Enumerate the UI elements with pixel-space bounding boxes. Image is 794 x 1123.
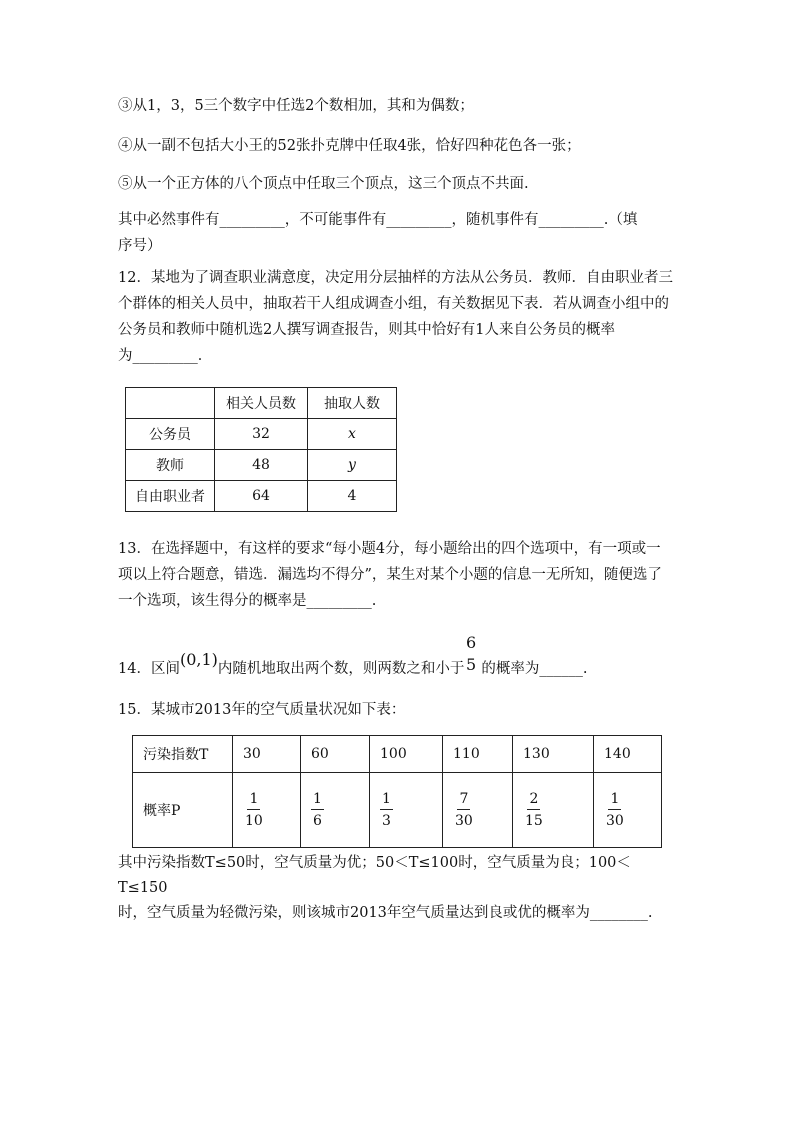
q12-line-4: 为_________．: [118, 348, 213, 364]
fraction-numerator: 1: [311, 789, 324, 810]
fraction: [453, 789, 475, 832]
q14-prefix: 14．区间: [118, 661, 180, 677]
fraction-numerator: 1: [380, 789, 393, 810]
table-header-cell: [126, 388, 215, 419]
q14-middle: 内随机地取出两个数，则两数之和小于: [217, 661, 465, 677]
fraction-numerator: 1: [608, 789, 621, 810]
table-cell: 自由职业者: [126, 481, 215, 512]
table-header-row: [126, 388, 397, 419]
table-cell: 64: [215, 481, 308, 512]
fraction-denominator: 15: [525, 812, 543, 829]
fraction-denominator: 5: [466, 655, 477, 674]
item-4: ④从一副不包括大小王的52张扑克牌中任取4张，恰好四种花色各一张；: [118, 138, 581, 154]
table-cell: [370, 773, 443, 848]
table-cell: y: [308, 450, 397, 481]
table-cell: [513, 773, 594, 848]
fraction: [604, 789, 626, 832]
q15-intro: 15．某城市2013年的空气质量状况如下表：: [118, 702, 406, 718]
q12-line-2: 个群体的相关人员中，抽取若干人组成调查小组，有关数据见下表．若从调查小组中的: [118, 296, 669, 312]
table-header-cell: 相关人员数: [215, 388, 308, 419]
table-cell: 4: [308, 481, 397, 512]
q15-after-line-2: 时，空气质量为轻微污染，则该城市2013年空气质量达到良或优的概率为________.: [118, 905, 653, 921]
q13-line-1: 13．在选择题中，有这样的要求“每小题4分，每小题给出的四个选项中，有一项或一: [118, 541, 661, 557]
table-row: [126, 481, 397, 512]
table-row: [133, 773, 662, 848]
fraction-numerator: 1: [247, 789, 260, 810]
fraction-denominator: 30: [606, 812, 624, 829]
table-cell: 污染指数T: [133, 736, 233, 773]
table-cell: 100: [370, 736, 443, 773]
fraction-denominator: 3: [382, 812, 391, 829]
table-cell: 110: [443, 736, 513, 773]
table-cell: 48: [215, 450, 308, 481]
table-row: [126, 450, 397, 481]
question-13: [118, 536, 680, 614]
q14-interval: (0,1): [179, 650, 218, 669]
q15-after: [118, 851, 680, 926]
table-row: [133, 736, 662, 773]
q15-table: [132, 735, 662, 848]
fraction-denominator: 30: [455, 812, 473, 829]
q13-line-2: 项以上符合题意，错选．漏选均不得分”，某生对某个小题的信息一无所知，随便选了: [118, 567, 662, 583]
table-cell: [594, 773, 662, 848]
table-cell: 140: [594, 736, 662, 773]
question-12: [118, 265, 680, 369]
table-cell: 教师: [126, 450, 215, 481]
table-cell: 60: [301, 736, 370, 773]
fraction: [311, 789, 324, 832]
q15-after-line-1: 其中污染指数T≤50时，空气质量为优；50＜T≤100时，空气质量为良；100＜T≤150: [118, 855, 631, 896]
table-cell: 公务员: [126, 419, 215, 450]
q12-line-1: 12．某地为了调查职业满意度，决定用分层抽样的方法从公务员．教师．自由职业者三: [118, 270, 673, 286]
q12-line-3: 公务员和教师中随机选2人撰写调查报告，则其中恰好有1人来自公务员的概率: [118, 322, 615, 338]
fraction-denominator: 6: [313, 812, 322, 829]
fraction-numerator: 7: [457, 789, 470, 810]
item-3: ③从1，3，5三个数字中任选2个数相加，其和为偶数；: [118, 98, 474, 114]
q13-line-3: 一个选项，该生得分的概率是_________.: [118, 593, 377, 609]
fraction-numerator: 2: [527, 789, 540, 810]
table-row: [126, 419, 397, 450]
q14-suffix: 的概率为______.: [481, 661, 588, 677]
fraction: [380, 789, 393, 832]
table-cell: 32: [215, 419, 308, 450]
table-cell: [443, 773, 513, 848]
table-header-cell: 抽取人数: [308, 388, 397, 419]
fraction-numerator: 6: [466, 633, 477, 652]
q12-table: [125, 387, 397, 512]
table-cell: 30: [233, 736, 301, 773]
fraction: [243, 789, 265, 832]
fraction-denominator: 10: [245, 812, 263, 829]
summary-line-1: 其中必然事件有_________，不可能事件有_________，随机事件有_________.（填: [118, 212, 638, 228]
table-cell: x: [308, 419, 397, 450]
fraction: [523, 789, 545, 832]
question-14: [118, 650, 588, 679]
table-cell: [301, 773, 370, 848]
item-5: ⑤从一个正方体的八个顶点中任取三个顶点，这三个顶点不共面.: [118, 176, 529, 192]
table-cell: [233, 773, 301, 848]
q14-fraction: [464, 632, 478, 676]
summary-line-2: 序号）: [118, 238, 162, 254]
summary-question: [118, 207, 680, 259]
table-cell: 概率P: [133, 773, 233, 848]
table-cell: 130: [513, 736, 594, 773]
